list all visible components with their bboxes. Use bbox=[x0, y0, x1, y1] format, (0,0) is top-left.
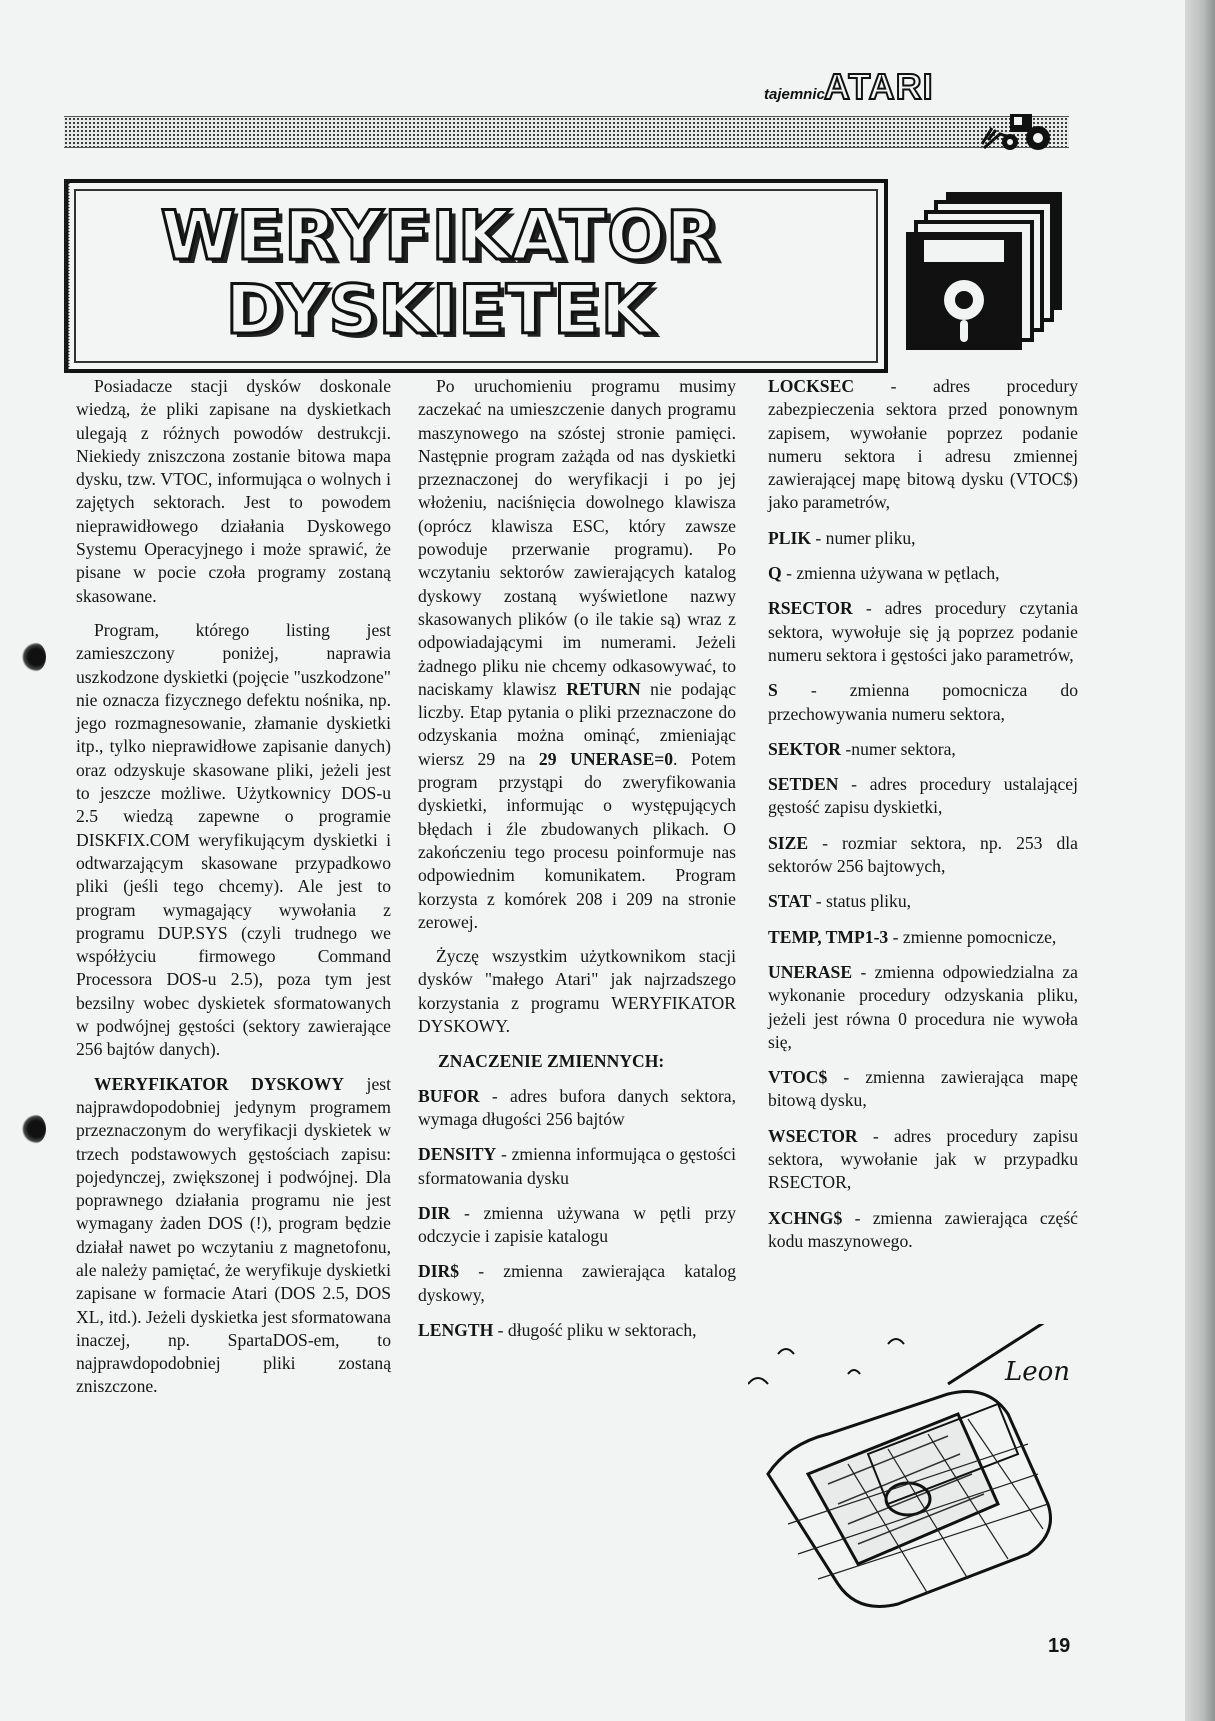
paragraph: Program, którego listing jest zamieszczony poniżej, naprawia uszkodzone dyskietki (pojęcie "uszkodzone" nie oznacza fizycznego defektu nośnika, np. jego rozmagnesowanie, złamanie dyskietki itp., tylko nieprawidłowe zapisanie danych) oraz odzyskuje skasowane pliki, jeżeli jest to jeszcze możliwe. Użytkownicy DOS-u 2.5 wiedzą zapewne o programie DISKFIX.COM weryfikującym dyskietki i odtwarzającym skasowane przypadkowo pliki (jeśli tego chcemy). Ale jest to program wymagający wywołania z programu DUP.SYS (czyli trudnego we współżyciu firmowego Command Processora DOS-u 2.5), poza tym jest bezsilny wobec dyskietek sformatowanych w podwójnej gęstości (sektory zawierające 256 bajtów danych). bbox=[76, 619, 391, 1060]
variable-name: LOCKSEC bbox=[768, 376, 855, 396]
variable-desc: - zmienne pomocnicze, bbox=[888, 926, 1057, 947]
floppy-disks-icon bbox=[906, 192, 1062, 350]
variable-name: VTOC$ bbox=[768, 1067, 828, 1088]
variable-entry bbox=[768, 375, 1078, 515]
page-edge bbox=[1185, 0, 1215, 1721]
variable-name: UNERASE bbox=[768, 961, 853, 982]
variable-name: SETDEN bbox=[768, 774, 839, 795]
variable-entry bbox=[768, 1207, 1078, 1254]
variable-entry bbox=[768, 773, 1078, 820]
variable-name: DIR bbox=[418, 1202, 451, 1223]
author-signature: Leon bbox=[1005, 1357, 1071, 1387]
variable-desc: - adres procedury zapisu sektora, wywołanie jak w przypadku RSECTOR, bbox=[768, 1125, 1078, 1193]
variable-name: BUFOR bbox=[418, 1085, 480, 1106]
variable-name: S bbox=[768, 680, 778, 701]
variable-entry bbox=[768, 679, 1078, 726]
variable-desc: - adres procedury czytania sektora, wywołuje się ją poprzez podanie numeru sektora i gęstości jako parametrów, bbox=[768, 598, 1078, 665]
variable-entry bbox=[768, 738, 1078, 761]
variable-entry bbox=[418, 1143, 736, 1190]
variable-name: SIZE bbox=[768, 832, 809, 853]
page-number: 19 bbox=[1048, 1635, 1071, 1657]
variable-desc: - zmienna informująca o gęstości sformatowania dysku bbox=[418, 1144, 736, 1188]
bold-term: WERYFIKATOR DYSKOWY bbox=[94, 1073, 345, 1094]
variable-entry bbox=[768, 597, 1078, 667]
column-2 bbox=[418, 375, 736, 1354]
variable-entry bbox=[418, 1085, 736, 1132]
tractor-icon bbox=[980, 104, 1056, 154]
variable-desc: - zmienna używana w pętlach, bbox=[781, 563, 1000, 584]
variable-entry bbox=[768, 1066, 1078, 1113]
variable-entry bbox=[768, 890, 1078, 913]
paragraph-text: Po uruchomieniu programu musimy zaczekać na umieszczenie danych programu maszynowego na szóstej stronie pamięci. Następnie program zażąda od nas dyskietki przeznaczonej do weryfikacji i po jej włożeniu, naciśnięcia dowolnego klawisza (oprócz klawisza ESC, który zawsze powoduje przerwanie programu). Po wczytaniu sektorów zawierających katalog dyskowy zostaną wyświetlone nazwy skasowanych plików (o ile takie są) wraz z odpowiadającymi im numerami. Jeżeli żadnego pliku nie chcemy odkasowywać, to naciskamy klawisz bbox=[418, 376, 736, 699]
variable-entry bbox=[768, 961, 1078, 1054]
variable-entry bbox=[768, 1125, 1078, 1195]
variable-name: XCHNG$ bbox=[768, 1207, 843, 1228]
variable-name: TEMP, TMP1-3 bbox=[768, 926, 889, 947]
variable-desc: - adres bufora danych sektora, wymaga długości 256 bajtów bbox=[418, 1085, 736, 1129]
variable-desc: - zmienna pomocnicza do przechowywania numeru sektora, bbox=[768, 680, 1078, 724]
bold-term: 29 UNERASE=0 bbox=[538, 748, 674, 769]
variable-entry bbox=[418, 1202, 736, 1249]
column-3 bbox=[768, 375, 1078, 1265]
variable-name: LENGTH bbox=[418, 1319, 494, 1340]
paragraph bbox=[418, 375, 736, 934]
variable-desc: - numer pliku, bbox=[811, 527, 916, 548]
variable-desc: - rozmiar sektora, np. 253 dla sektorów 256 bajtowych, bbox=[768, 832, 1078, 877]
paragraph-text: . Potem program przystąpi do zweryfikowania dyskietki, informując o występujących błędach i źle zbudowanych plikach. O zakończeniu tego procesu poinformuje nas odpowiednim komunikatem. Program korzysta z komórek 208 i 209 na stronie zerowej. bbox=[418, 748, 736, 932]
column-1 bbox=[76, 375, 391, 1410]
variable-desc: - zmienna zawierająca mapę bitową dysku, bbox=[768, 1067, 1078, 1111]
floppy-in-net-illustration bbox=[748, 1324, 1078, 1610]
variable-entry bbox=[418, 1260, 736, 1307]
variable-entry bbox=[768, 832, 1078, 879]
article-title-line-2: DYSKIETEK bbox=[225, 271, 655, 350]
variable-entry bbox=[768, 562, 1078, 585]
magazine-logo bbox=[756, 66, 934, 108]
title-box bbox=[64, 179, 888, 373]
paragraph bbox=[76, 1073, 391, 1399]
binder-hole bbox=[22, 1114, 46, 1144]
variable-entry bbox=[418, 1319, 736, 1342]
logo-big-text: ATARI bbox=[824, 66, 934, 107]
variable-name: RSECTOR bbox=[768, 598, 853, 619]
variable-desc: - adres procedury ustalającej gęstość zapisu dyskietki, bbox=[768, 774, 1078, 818]
logo-small-text: tajemnice bbox=[764, 86, 834, 103]
variable-name: Q bbox=[768, 563, 782, 584]
variable-desc: - zmienna odpowiedzialna za wykonanie procedury odzyskania pliku, jeżeli jest równa 0 procedura nie wywoła się, bbox=[768, 961, 1078, 1052]
variable-name: PLIK bbox=[768, 527, 812, 548]
variable-desc: - zmienna używana w pętli przy odczycie i zapisie katalogu bbox=[418, 1202, 736, 1247]
paragraph: Życzę wszystkim użytkownikom stacji dysków "małego Atari" jak najrzadszego korzystania z programu WERYFIKATOR DYSKOWY. bbox=[418, 946, 736, 1037]
variable-name: DENSITY bbox=[418, 1144, 497, 1165]
section-heading: ZNACZENIE ZMIENNYCH: bbox=[438, 1051, 665, 1072]
paragraph-text: jest najprawdopodobniej jedynym programem przeznaczonym do weryfikacji dyskietek w trzech podstawowych gęstościach zapisu: pojedynczej, zwiększonej i podwójnej. Dla poprawnego działania programu nie jest wymagany żaden DOS (!), program będzie działał nawet po wczytaniu z magnetofonu, ale należy pamiętać, że weryfikuje dyskietki zapisane w formacie Atari (DOS 2.5, DOS XL, itd.). Jeżeli dyskietka jest sformatowana inaczej, np. SpartaDOS-em, to najprawdopodobniej pliki zostaną zniszczone. bbox=[76, 1073, 391, 1397]
variable-desc: -numer sektora, bbox=[841, 738, 956, 759]
variable-desc: - adres procedury zabezpieczenia sektora przed ponownym zapisem, wywołanie poprzez podanie numeru sektora i adresu zmiennej zawierającej mapę bitową dysku (VTOC$) jako parametrów, bbox=[768, 376, 1078, 513]
variable-name: WSECTOR bbox=[768, 1125, 858, 1146]
variable-name: STAT bbox=[768, 891, 812, 912]
variable-name: DIR$ bbox=[418, 1261, 460, 1282]
variable-name: SEKTOR bbox=[768, 738, 842, 759]
variable-desc: - długość pliku w sektorach, bbox=[493, 1319, 697, 1340]
variable-entry bbox=[768, 527, 1078, 550]
variable-desc: - status pliku, bbox=[811, 891, 912, 912]
header-dotted-bar bbox=[64, 116, 1069, 148]
paragraph: Posiadacze stacji dysków doskonale wiedzą, że pliki zapisane na dyskietkach ulegają z różnych powodów destrukcji. Niekiedy zniszczona zostanie bitowa mapa dysku, tzw. VTOC, informująca o wolnych i zajętych sektorach. Jest to powodem nieprawidłowego działania Dyskowego Systemu Operacyjnego i może sprawić, że pisane w pocie czoła programy zostaną skasowane. bbox=[76, 376, 391, 606]
paragraph-text: nie podając liczby. Etap pytania o pliki przeznaczone do odzyskania można ominąć, zmieniając wiersz 29 na bbox=[418, 678, 737, 769]
variable-entry bbox=[768, 926, 1078, 949]
article-title-line-1: WERYFIKATOR bbox=[160, 197, 720, 276]
binder-hole bbox=[22, 642, 46, 672]
bold-term: RETURN bbox=[566, 678, 641, 699]
variable-desc: - zmienna zawierająca część kodu maszynowego. bbox=[768, 1207, 1078, 1251]
variable-desc: - zmienna zawierająca katalog dyskowy, bbox=[418, 1261, 736, 1305]
